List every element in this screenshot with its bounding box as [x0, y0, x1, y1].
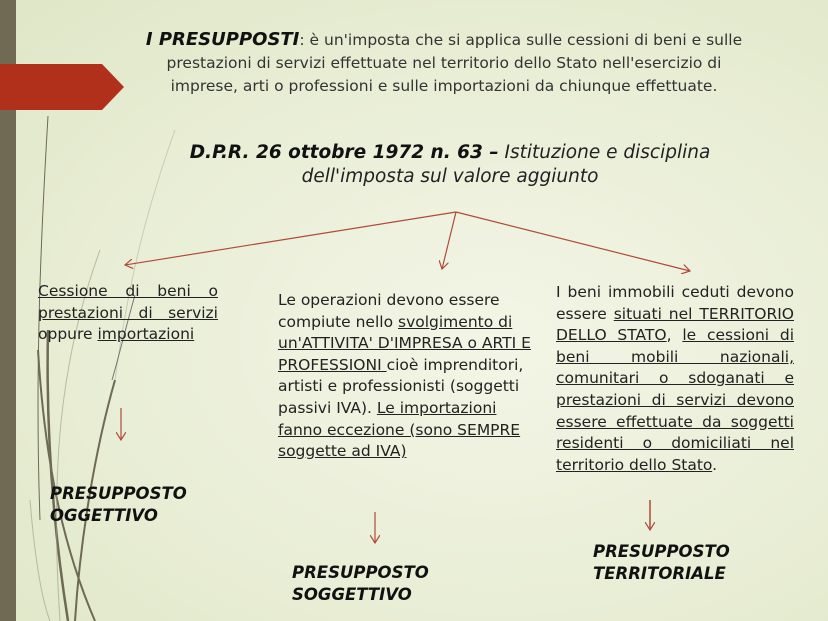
- territoriale-description: [556, 282, 794, 476]
- law-citation: D.P.R. 26 ottobre 1972 n. 63 –: [189, 142, 499, 163]
- label-line-2: SOGGETTIVO: [292, 585, 412, 604]
- label-presupposto-oggettivo: [50, 483, 187, 527]
- oggettivo-importazioni: importazioni: [97, 325, 195, 344]
- soggettivo-underlined-1: svolgimento di un'ATTIVITA' D'IMPRESA o ARTI E PROFESSIONI: [278, 312, 531, 374]
- label-line-1: PRESUPPOSTO: [50, 484, 187, 503]
- label-line-2: OGGETTIVO: [50, 506, 158, 525]
- label-line-1: PRESUPPOSTO: [593, 542, 730, 561]
- law-reference: [160, 141, 740, 189]
- law-description: Istituzione e disciplina dell'imposta sul valore aggiunto: [301, 142, 711, 187]
- territoriale-text-2: ,: [666, 326, 683, 345]
- soggettivo-text-2: cioè imprenditori, artisti e professionisti (soggetti passivi IVA).: [278, 355, 524, 417]
- label-line-1: PRESUPPOSTO: [292, 563, 429, 582]
- oggettivo-underlined-text: Cessione di beni o prestazioni di servizi: [38, 282, 218, 322]
- territoriale-text-3: .: [712, 455, 718, 474]
- soggettivo-description: [278, 290, 533, 463]
- soggettivo-underlined-2: Le importazioni fanno eccezione (sono SEMPRE soggette ad IVA): [278, 398, 521, 461]
- title-heading: I PRESUPPOSTI: [145, 29, 300, 50]
- red-arrow-banner: [0, 64, 124, 110]
- soggettivo-text-1: Le operazioni devono essere compiute nello: [278, 291, 500, 331]
- label-presupposto-soggettivo: [292, 562, 429, 606]
- territoriale-underlined-2: le cessioni di beni mobili nazionali, comunitari o sdoganati e prestazioni di servizi devono essere effettuate da soggetti residenti o domiciliati nel territorio dello Stato: [556, 326, 795, 474]
- title-definition: : è un'imposta che si applica sulle cessioni di beni e sulle prestazioni di servizi effettuate nel territorio dello Stato nell'esercizio di imprese, arti o professioni e sulle importazioni da chiunque effettuate.: [166, 31, 743, 95]
- territoriale-underlined-1: situati nel TERRITORIO DELLO STATO: [556, 304, 794, 345]
- label-presupposto-territoriale: [593, 541, 730, 585]
- oggettivo-description: [38, 281, 218, 346]
- label-line-2: TERRITORIALE: [593, 564, 726, 583]
- oggettivo-connector: oppure: [38, 325, 98, 344]
- slide-title: [140, 28, 748, 98]
- territoriale-text-1: I beni immobili ceduti devono essere: [556, 283, 794, 323]
